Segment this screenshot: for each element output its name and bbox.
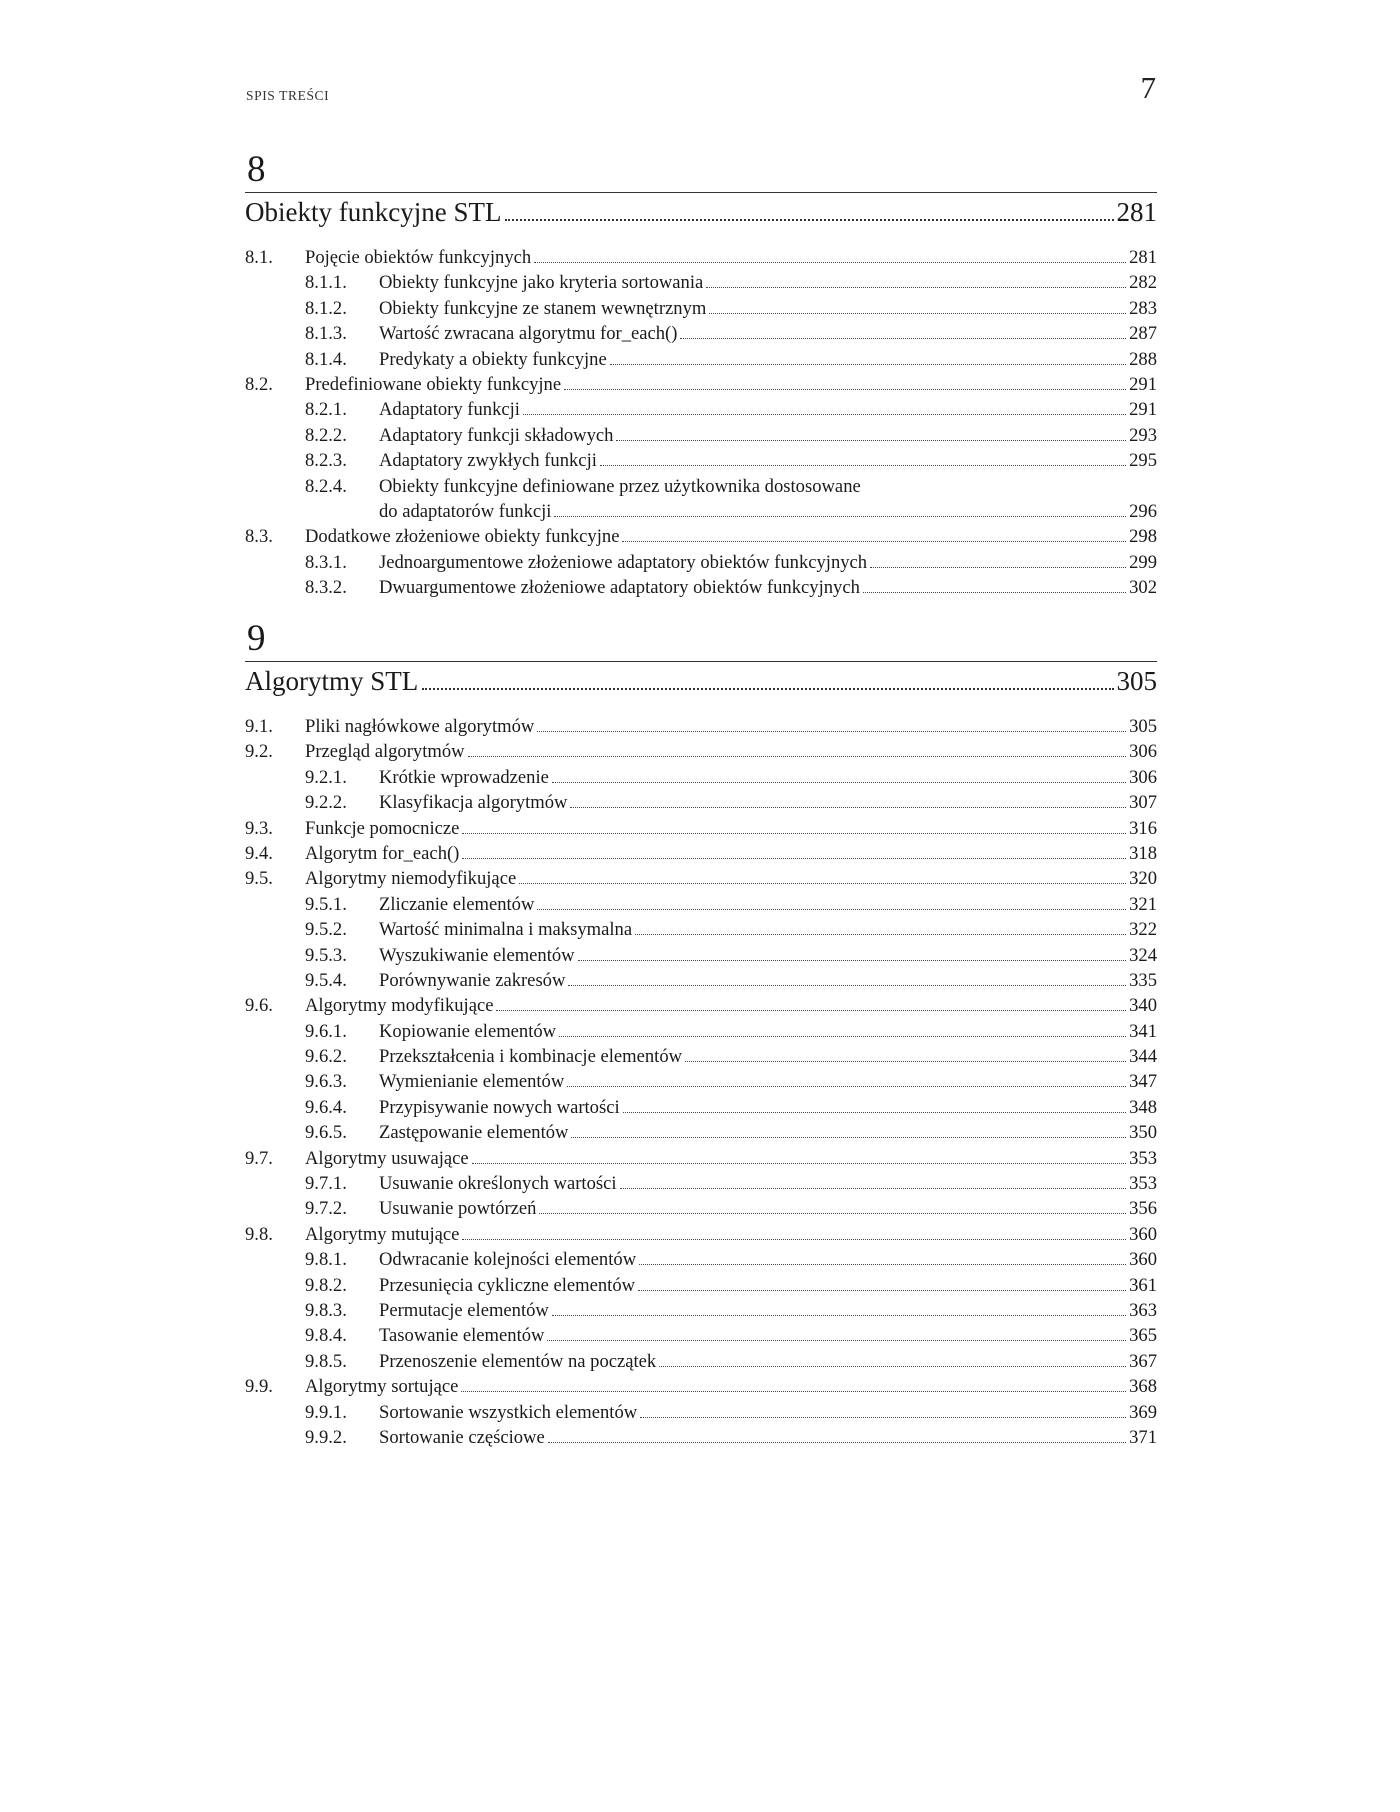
dot-leader <box>616 440 1126 441</box>
entry-page: 335 <box>1129 969 1157 991</box>
entry-number: 9.8.3. <box>305 1299 347 1321</box>
entry-number: 9.6.5. <box>305 1122 347 1144</box>
entry-number: 8.2.1. <box>305 399 347 421</box>
entry-number: 9.8. <box>245 1223 273 1245</box>
entry-number: 9.5.1. <box>305 893 347 915</box>
entry-number: 9.6.4. <box>305 1096 347 1118</box>
entry-number: 8.1.4. <box>305 348 347 370</box>
toc-subsection-entry[interactable] <box>245 765 1157 790</box>
toc-subsection-entry[interactable] <box>245 943 1157 968</box>
entry-title: Algorytmy mutujące <box>305 1223 460 1245</box>
toc-section-entry[interactable] <box>245 1374 1157 1399</box>
entry-title: Przesunięcia cykliczne elementów <box>379 1274 636 1296</box>
dot-leader <box>863 592 1126 593</box>
chapter-page: 281 <box>1116 197 1157 227</box>
chapter-title: Algorytmy STL <box>245 666 419 696</box>
dot-leader <box>567 1086 1126 1087</box>
dot-leader <box>620 1188 1127 1189</box>
entry-title: Dwuargumentowe złożeniowe adaptatory obiektów funkcyjnych <box>379 577 860 599</box>
entry-page: 302 <box>1129 577 1157 599</box>
entry-title: Wymienianie elementów <box>379 1071 565 1093</box>
dot-leader <box>564 389 1126 390</box>
entry-title: Dodatkowe złożeniowe obiekty funkcyjne <box>305 526 620 548</box>
entry-number: 9.8.5. <box>305 1350 347 1372</box>
entry-number: 9.5.2. <box>305 919 347 941</box>
dot-leader <box>539 1213 1126 1214</box>
page-number: 7 <box>1140 70 1156 105</box>
entry-title: Sortowanie częściowe <box>379 1426 545 1448</box>
entry-title: Algorytm for_each() <box>305 842 460 864</box>
entry-title: Algorytmy modyfikujące <box>305 995 494 1017</box>
entry-title: Algorytmy usuwające <box>305 1147 469 1169</box>
dot-leader <box>523 414 1126 415</box>
toc-section-entry[interactable] <box>245 1222 1157 1247</box>
entry-page: 306 <box>1129 741 1157 763</box>
entry-number: 9.2.1. <box>305 766 347 788</box>
entry-number: 9.1. <box>245 716 273 737</box>
dot-leader <box>568 985 1126 986</box>
toc-subsection-entry[interactable] <box>245 968 1157 993</box>
toc-section-entry[interactable] <box>245 714 1157 739</box>
toc-subsection-entry[interactable] <box>245 347 1157 372</box>
entry-title: Pojęcie obiektów funkcyjnych <box>305 247 532 268</box>
toc-subsection-entry[interactable] <box>245 1298 1157 1323</box>
entry-page: 305 <box>1129 716 1157 737</box>
dot-leader <box>548 1442 1126 1443</box>
entry-page: 293 <box>1129 424 1157 446</box>
dot-leader <box>537 909 1126 910</box>
entry-page: 307 <box>1129 792 1157 814</box>
chapter-title-row[interactable] <box>245 195 1157 229</box>
entry-number: 9.5. <box>245 868 273 890</box>
entry-page: 298 <box>1129 526 1157 548</box>
toc-section-entry[interactable] <box>245 841 1157 866</box>
chapter-title: Obiekty funkcyjne STL <box>245 197 502 227</box>
toc-subsection-entry[interactable] <box>245 397 1157 422</box>
toc-entries <box>245 714 1157 1450</box>
chapter-9-section <box>245 619 1157 1450</box>
entry-title: Usuwanie powtórzeń <box>379 1198 537 1220</box>
dot-leader <box>706 287 1126 288</box>
toc-section-entry[interactable] <box>245 816 1157 841</box>
dot-leader <box>462 858 1126 859</box>
chapter-rule <box>245 661 1157 662</box>
toc-subsection-entry[interactable] <box>245 423 1157 448</box>
entry-number: 9.4. <box>245 842 273 864</box>
entry-page: 282 <box>1129 272 1157 294</box>
toc-subsection-entry[interactable] <box>245 790 1157 815</box>
toc-subsection-entry[interactable] <box>245 1044 1157 1069</box>
entry-page: 341 <box>1129 1020 1157 1042</box>
toc-subsection-entry[interactable] <box>245 1425 1157 1450</box>
dot-leader <box>623 1112 1126 1113</box>
toc-subsection-entry[interactable] <box>245 917 1157 942</box>
entry-page: 371 <box>1129 1426 1157 1448</box>
entry-number: 9.2. <box>245 741 273 763</box>
dot-leader <box>468 756 1127 757</box>
entry-title: Algorytmy niemodyfikujące <box>305 868 517 890</box>
entry-title: Pliki nagłówkowe algorytmów <box>305 716 535 737</box>
entry-page: 347 <box>1129 1071 1157 1093</box>
dot-leader <box>638 1290 1126 1291</box>
entry-title: Odwracanie kolejności elementów <box>379 1249 637 1271</box>
toc-subsection-entry[interactable] <box>245 1069 1157 1094</box>
toc-section-entry[interactable] <box>245 245 1157 270</box>
toc-subsection-entry[interactable] <box>245 575 1157 600</box>
entry-title: Krótkie wprowadzenie <box>379 766 549 788</box>
entry-title: Tasowanie elementów <box>379 1325 545 1347</box>
chapter-number: 8 <box>247 149 266 190</box>
entry-number: 9.8.2. <box>305 1274 347 1296</box>
toc-subsection-entry[interactable] <box>245 1120 1157 1145</box>
entry-page: 296 <box>1129 500 1157 522</box>
entry-page: 299 <box>1129 551 1157 573</box>
dot-leader <box>472 1163 1126 1164</box>
dot-leader <box>571 1137 1126 1138</box>
toc-subsection-entry[interactable] <box>245 1323 1157 1348</box>
entry-title: Obiekty funkcyjne jako kryteria sortowania <box>379 272 704 294</box>
entry-number: 9.8.4. <box>305 1325 347 1347</box>
entry-page: 365 <box>1129 1325 1157 1347</box>
toc-subsection-entry[interactable] <box>245 1019 1157 1044</box>
entry-title: Obiekty funkcyjne definiowane przez użytkownika dostosowane <box>379 475 861 497</box>
entry-number: 8.2.4. <box>305 475 347 497</box>
entry-number: 9.3. <box>245 817 273 839</box>
dot-leader <box>554 516 1126 517</box>
dot-leader <box>547 1340 1126 1341</box>
toc-section-entry[interactable] <box>245 1146 1157 1171</box>
dot-leader <box>537 731 1126 732</box>
entry-title: Usuwanie określonych wartości <box>379 1173 617 1195</box>
entry-title: Funkcje pomocnicze <box>305 817 460 839</box>
entry-title: Zastępowanie elementów <box>379 1122 569 1144</box>
entry-page: 368 <box>1129 1376 1157 1398</box>
entry-page: 369 <box>1129 1401 1157 1423</box>
entry-page: 295 <box>1129 450 1157 472</box>
entry-page: 318 <box>1129 842 1157 864</box>
dot-leader <box>496 1010 1126 1011</box>
entry-number: 9.6.2. <box>305 1046 347 1068</box>
entry-number: 8.2. <box>245 373 273 395</box>
dot-leader <box>578 960 1127 961</box>
entry-number: 9.6. <box>245 995 273 1017</box>
entry-page: 324 <box>1129 944 1157 966</box>
toc-subsection-entry[interactable] <box>245 321 1157 346</box>
entry-number: 9.9.2. <box>305 1426 347 1448</box>
entry-page: 281 <box>1129 247 1157 268</box>
toc-subsection-entry[interactable] <box>245 1171 1157 1196</box>
dot-leader <box>870 567 1126 568</box>
toc-section-entry[interactable] <box>245 372 1157 397</box>
entry-number: 9.8.1. <box>305 1249 347 1271</box>
entry-page: 348 <box>1129 1096 1157 1118</box>
entry-page: 283 <box>1129 297 1157 319</box>
entry-number: 9.9.1. <box>305 1401 347 1423</box>
toc-subsection-entry[interactable] <box>245 1196 1157 1221</box>
entry-title: Przenoszenie elementów na początek <box>379 1350 657 1372</box>
chapter-rule <box>245 192 1157 193</box>
entry-number: 9.7.1. <box>305 1173 347 1195</box>
entry-page: 291 <box>1129 373 1157 395</box>
dot-leader <box>534 262 1126 263</box>
entry-title: Klasyfikacja algorytmów <box>379 792 568 814</box>
chapter-page: 305 <box>1116 666 1157 696</box>
dot-leader <box>635 934 1126 935</box>
dot-leader <box>622 541 1126 542</box>
entry-number: 8.2.3. <box>305 450 347 472</box>
entry-title: Sortowanie wszystkich elementów <box>379 1401 638 1423</box>
chapter-number: 9 <box>247 618 266 659</box>
running-head: SPIS TREŚCI <box>246 88 330 103</box>
entry-number: 8.1.2. <box>305 297 347 319</box>
entry-number: 8.1.1. <box>305 272 347 294</box>
dot-leader <box>505 219 1113 221</box>
toc-subsection-entry[interactable] <box>245 296 1157 321</box>
entry-page: 316 <box>1129 817 1157 839</box>
entry-number: 9.9. <box>245 1376 273 1398</box>
entry-number: 9.5.3. <box>305 944 347 966</box>
entry-title: do adaptatorów funkcji <box>379 500 552 522</box>
entry-title: Wyszukiwanie elementów <box>379 944 575 966</box>
entry-page: 306 <box>1129 766 1157 788</box>
entry-title: Zliczanie elementów <box>379 893 535 915</box>
dot-leader <box>639 1264 1126 1265</box>
toc-subsection-entry[interactable] <box>245 1349 1157 1374</box>
dot-leader <box>461 1391 1126 1392</box>
toc-section-entry[interactable] <box>245 524 1157 549</box>
toc-subsection-entry[interactable] <box>245 474 1157 499</box>
entry-title: Obiekty funkcyjne ze stanem wewnętrznym <box>379 297 707 319</box>
entry-number: 9.6.3. <box>305 1071 347 1093</box>
dot-leader <box>600 465 1126 466</box>
entry-page: 287 <box>1129 323 1157 345</box>
toc-subsection-entry[interactable] <box>245 1095 1157 1120</box>
entry-title: Predykaty a obiekty funkcyjne <box>379 348 607 370</box>
entry-number: 8.3. <box>245 526 273 548</box>
entry-number: 9.7.2. <box>305 1198 347 1220</box>
entry-page: 288 <box>1129 348 1157 370</box>
entry-page: 291 <box>1129 399 1157 421</box>
toc-subsection-entry[interactable] <box>245 1400 1157 1425</box>
entry-page: 353 <box>1129 1147 1157 1169</box>
toc-subsection-entry[interactable] <box>245 1247 1157 1272</box>
entry-page: 360 <box>1129 1249 1157 1271</box>
toc-section-entry[interactable] <box>245 866 1157 891</box>
toc-entries <box>245 245 1157 600</box>
dot-leader <box>709 313 1126 314</box>
dot-leader <box>462 1239 1126 1240</box>
entry-number: 9.7. <box>245 1147 273 1169</box>
entry-page: 322 <box>1129 919 1157 941</box>
dot-leader <box>610 364 1126 365</box>
entry-title: Wartość minimalna i maksymalna <box>379 919 633 941</box>
toc-section-entry[interactable] <box>245 739 1157 764</box>
toc-subsection-entry[interactable] <box>245 448 1157 473</box>
entry-title: Adaptatory funkcji składowych <box>379 424 614 446</box>
entry-title: Porównywanie zakresów <box>379 969 566 991</box>
entry-page: 356 <box>1129 1198 1157 1220</box>
entry-page: 353 <box>1129 1173 1157 1195</box>
entry-number: 8.3.1. <box>305 551 347 573</box>
entry-title: Wartość zwracana algorytmu for_each() <box>379 323 678 345</box>
toc-subsection-entry[interactable] <box>245 892 1157 917</box>
toc-subsection-entry[interactable] <box>245 1273 1157 1298</box>
dot-leader <box>519 883 1126 884</box>
toc-subsection-entry[interactable] <box>245 499 1157 524</box>
entry-title: Jednoargumentowe złożeniowe adaptatory obiektów funkcyjnych <box>379 551 868 573</box>
dot-leader <box>552 1315 1126 1316</box>
entry-page: 320 <box>1129 868 1157 890</box>
entry-title: Algorytmy sortujące <box>305 1376 459 1398</box>
dot-leader <box>640 1417 1126 1418</box>
entry-page: 363 <box>1129 1299 1157 1321</box>
entry-page: 360 <box>1129 1223 1157 1245</box>
dot-leader <box>680 338 1126 339</box>
entry-page: 350 <box>1129 1122 1157 1144</box>
entry-title: Adaptatory zwykłych funkcji <box>379 450 597 472</box>
entry-page: 367 <box>1129 1350 1157 1372</box>
dot-leader <box>462 833 1126 834</box>
entry-title: Predefiniowane obiekty funkcyjne <box>305 373 562 395</box>
entry-title: Permutacje elementów <box>379 1299 549 1321</box>
entry-page: 361 <box>1129 1274 1157 1296</box>
entry-page: 344 <box>1129 1046 1157 1068</box>
entry-page: 340 <box>1129 995 1157 1017</box>
entry-number: 8.2.2. <box>305 424 347 446</box>
entry-title: Przypisywanie nowych wartości <box>379 1096 620 1118</box>
entry-title: Przekształcenia i kombinacje elementów <box>379 1046 683 1068</box>
dot-leader <box>559 1036 1126 1037</box>
entry-number: 8.3.2. <box>305 577 347 599</box>
toc-subsection-entry[interactable] <box>245 270 1157 295</box>
entry-number: 9.2.2. <box>305 792 347 814</box>
toc-subsection-entry[interactable] <box>245 550 1157 575</box>
entry-number: 8.1.3. <box>305 323 347 345</box>
entry-title: Przegląd algorytmów <box>305 741 465 763</box>
entry-title: Adaptatory funkcji <box>379 399 520 421</box>
entry-number: 9.6.1. <box>305 1020 347 1042</box>
entry-title: Kopiowanie elementów <box>379 1020 557 1042</box>
dot-leader <box>570 807 1126 808</box>
dot-leader <box>552 782 1126 783</box>
dot-leader <box>659 1366 1126 1367</box>
chapter-title-row[interactable] <box>245 664 1157 698</box>
chapter-8-section <box>245 150 1157 600</box>
entry-number: 8.1. <box>245 247 273 268</box>
toc-section-entry[interactable] <box>245 993 1157 1018</box>
dot-leader <box>685 1061 1126 1062</box>
entry-number: 9.5.4. <box>305 969 347 991</box>
dot-leader <box>422 688 1113 690</box>
entry-page: 321 <box>1129 893 1157 915</box>
